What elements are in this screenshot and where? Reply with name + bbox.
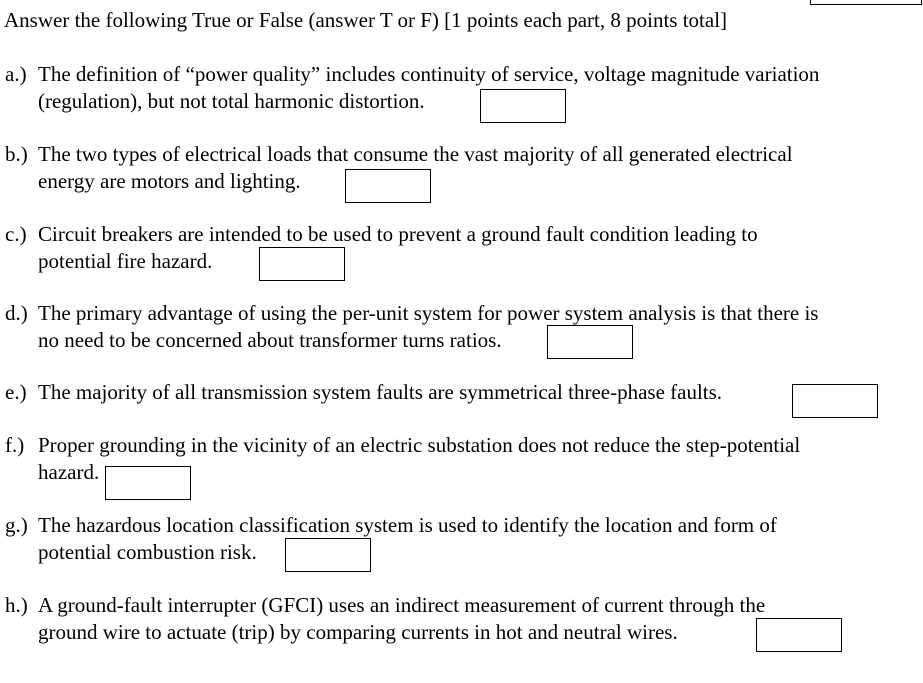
question-text-line1: The hazardous location classification system is used to identify the location and form of [38,513,777,537]
answer-box-g[interactable] [285,538,371,572]
question-label: f.) [5,433,25,457]
question-label: g.) [5,513,28,537]
question-text-line1: Circuit breakers are intended to be used to prevent a ground fault condition leading to [38,222,758,246]
answer-box-e[interactable] [792,384,878,418]
question-label: a.) [5,62,27,86]
question-text-line1: The majority of all transmission system faults are symmetrical three-phase faults. [38,380,723,404]
question-text-line2: ground wire to actuate (trip) by comparing currents in hot and neutral wires. [38,620,678,644]
answer-box-c[interactable] [259,247,345,281]
answer-box-h[interactable] [756,618,842,652]
question-label: c.) [5,222,27,246]
question-text-line2: no need to be concerned about transformer turns ratios. [38,328,502,352]
top-answer-box [810,0,922,5]
question-text-line2: hazard. [38,460,100,484]
question-text-line2: potential fire hazard. [38,249,213,273]
question-text-line1: A ground-fault interrupter (GFCI) uses an indirect measurement of current through the [38,593,766,617]
question-label: d.) [5,301,28,325]
instructions-text: Answer the following True or False (answer T or F) [1 points each part, 8 points total] [4,8,728,32]
question-text-line1: The primary advantage of using the per-unit system for power system analysis is that there is [38,301,819,325]
answer-box-b[interactable] [345,169,431,203]
answer-box-d[interactable] [547,325,633,359]
question-label: h.) [5,593,28,617]
question-text-line2: potential combustion risk. [38,540,257,564]
answer-box-f[interactable] [105,466,191,500]
answer-box-a[interactable] [480,89,566,123]
question-text-line1: The definition of “power quality” includes continuity of service, voltage magnitude variation [38,62,820,86]
question-text-line1: The two types of electrical loads that consume the vast majority of all generated electrical [38,142,793,166]
question-text-line2: energy are motors and lighting. [38,169,301,193]
question-text-line2: (regulation), but not total harmonic distortion. [38,89,425,113]
question-label: e.) [5,380,27,404]
question-label: b.) [5,142,28,166]
question-text-line1: Proper grounding in the vicinity of an electric substation does not reduce the step-potential [38,433,801,457]
